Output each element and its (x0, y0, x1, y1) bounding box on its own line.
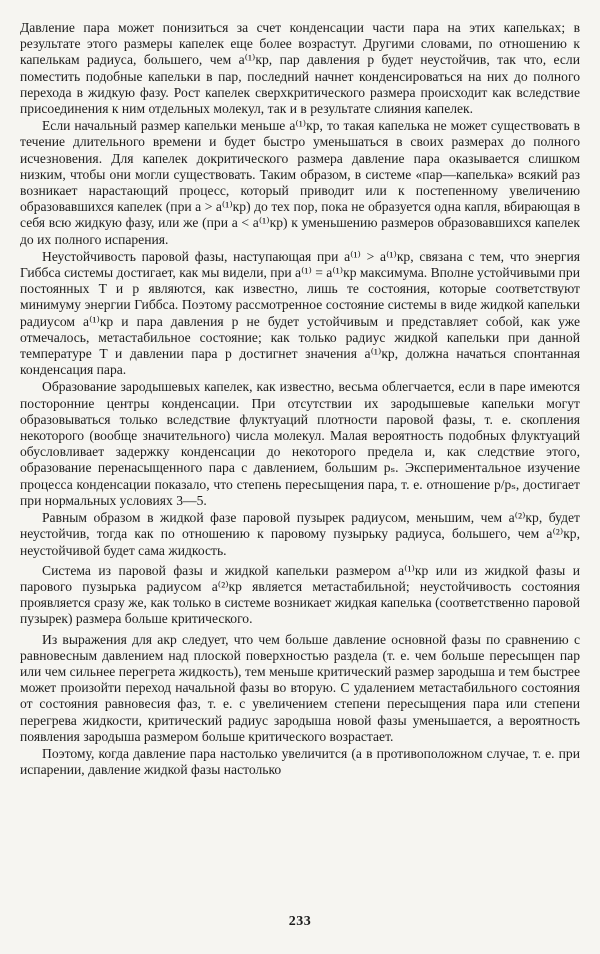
paragraph-6: Система из паровой фазы и жидкой капельки размером a⁽¹⁾кр или из жидкой фазы и парового пузырька радиусом a⁽²⁾кр является метастабильной; неустойчивость состояния проявляется сразу же, как только в системе возникает жидкая капелька (соответственно паровой пузырек) размера больше критического. (20, 562, 580, 627)
paragraph-8: Поэтому, когда давление пара настолько увеличится (а в противоположном случае, т. е. при испарении, давление жидкой фазы настолько (20, 745, 580, 778)
paragraph-1: Давление пара может понизиться за счет конденсации части пара на этих капельках; в результате этого размеры капелек еще более возрастут. Другими словами, по отношению к капелькам радиуса, большего, чем a⁽¹⁾кр, пар давления p будет неустойчив, так что, если поместить подобные капельки в пар, последний начнет конденсироваться на них до полного перехода в жидкую фазу. Рост капелек сверхкритического размера происходит как вследствие присоединения к ним отдельных молекул, так и в результате слияния капелек. (20, 20, 580, 117)
paragraph-2: Если начальный размер капельки меньше a⁽¹⁾кр, то такая капелька не может существовать в течение длительного времени и будет быстро уменьшаться в своих размерах до полного исчезновения. Для капелек докритического размера давление пара оказывается слишком низким, чтобы они могли существовать. Таким образом, в системе «пар—капелька» всякий раз возникает нарастающий процесс, который приводит или к постепенному увеличению образовавшихся капелек (при a > a⁽¹⁾кр) до тех пор, пока не образуется одна капля, вбирающая в себя всю жидкую фазу, или же (при a < a⁽¹⁾кр) к уменьшению размеров образовавшихся капелек до их полного испарения. (20, 118, 580, 247)
body-text (20, 20, 580, 778)
paragraph-3: Неустойчивость паровой фазы, наступающая при a⁽¹⁾ > a⁽¹⁾кр, связана с тем, что энергия Гиббса системы достигает, как мы видели, при a⁽¹⁾ = a⁽¹⁾кр максимума. Вполне устойчивыми при постоянных T и p являются, как известно, лишь те состояния, которые соответствуют минимуму энергии Гиббса. Поэтому рассмотренное состояние системы в виде жидкой капельки радиусом a⁽¹⁾кр и пара давления p не будет устойчивым и представляет собой, как уже отмечалось, метастабильное состояние; как только радиус жидкой капельки при данной температуре T и давлении пара p достигнет значения a⁽¹⁾кр, должна начаться спонтанная конденсация пара. (20, 248, 580, 378)
paragraph-5: Равным образом в жидкой фазе паровой пузырек радиусом, меньшим, чем a⁽²⁾кр, будет неустойчив, тогда как по отношению к паровому пузырьку радиуса, большего, чем a⁽²⁾кр, неустойчивой будет сама жидкость. (20, 510, 580, 558)
page-number: 233 (288, 914, 312, 929)
paragraph-4: Образование зародышевых капелек, как известно, весьма облегчается, если в паре имеются посторонние центры конденсации. При отсутствии их зародышевые капельки могут образовываться только вследствие флуктуаций плотности паровой фазы, т. е. скопления некоторого (вообще значительного) числа молекул. Малая вероятность подобных флуктуаций обусловливает задержку конденсации до некоторого предела и, как следствие этого, образование перенасыщенного пара с давлением, большим pₛ. Экспериментальное изучение процесса конденсации показало, что степень пересыщения пара, т. е. отношение p/pₛ, достигает при нормальных условиях 3—5. (20, 379, 580, 508)
paragraph-7: Из выражения для aкр следует, что чем больше давление основной фазы по сравнению с равновесным давлением над плоской поверхностью раздела (т. е. чем больше пересыщен пар или чем сильнее перегрета жидкость), тем меньше критический размер зародыша и тем быстрее может произойти переход начальной фазы во вторую. С удалением метастабильного состояния от состояния равновесия фаз, т. е. с увеличением степени пересыщения пара или степени перегрева жидкости, критический радиус зародыша новой фазы уменьшается, а вероятность появления зародыша размером больше критического возрастает. (20, 631, 580, 744)
